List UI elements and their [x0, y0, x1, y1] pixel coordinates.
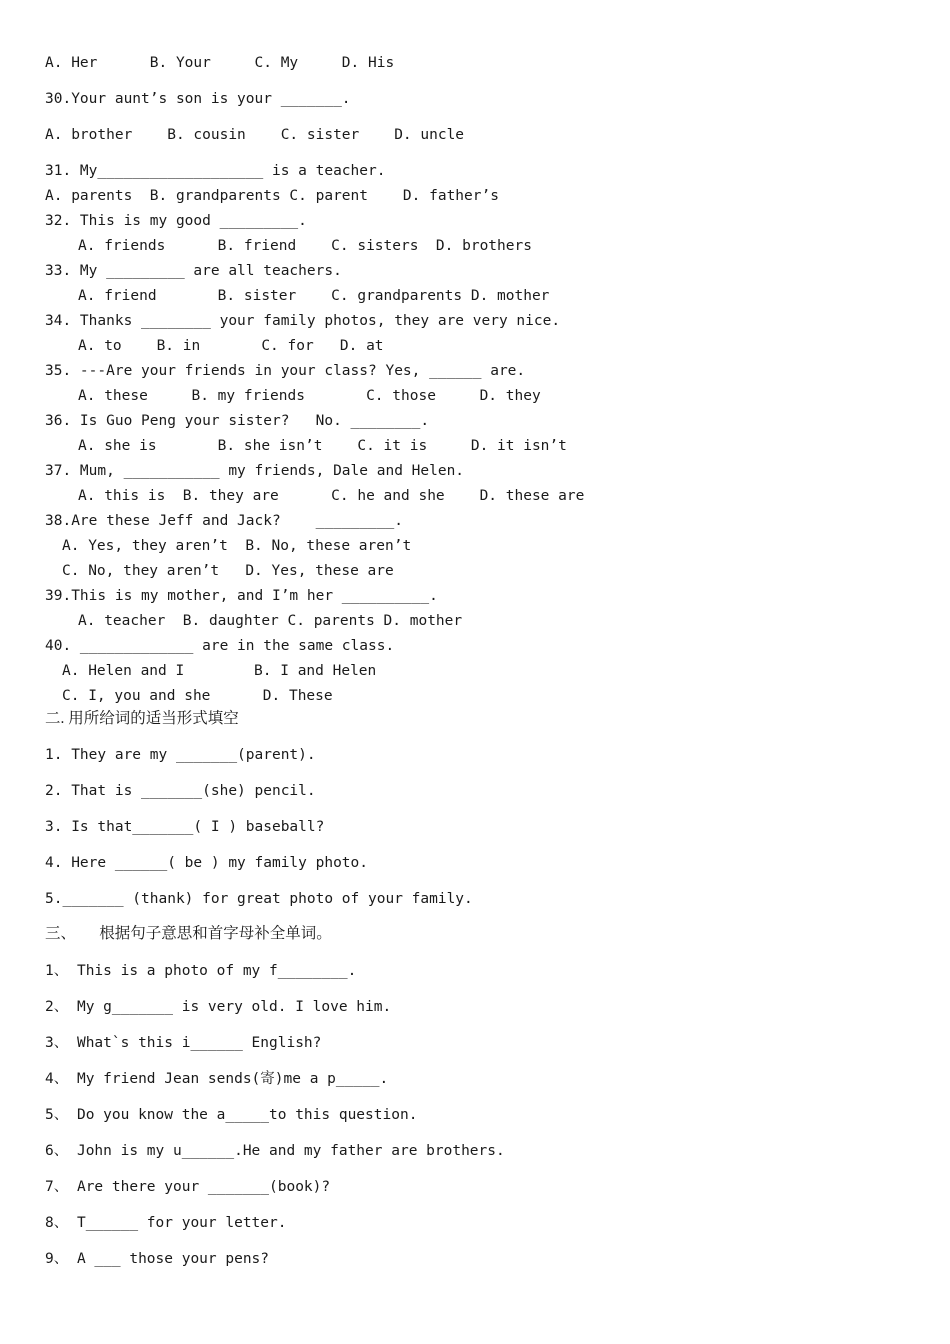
word-item-8: 8、 T______ for your letter.: [45, 1215, 287, 1231]
q37-options: A. this is B. they are C. he and she D. these are: [78, 488, 585, 504]
q36-question: 36. Is Guo Peng your sister? No. ________.: [45, 413, 430, 429]
q34-options: A. to B. in C. for D. at: [78, 338, 384, 354]
section-2-heading: 二. 用所给词的适当形式填空: [45, 710, 239, 727]
q32-question: 32. This is my good _________.: [45, 213, 307, 229]
q39-options: A. teacher B. daughter C. parents D. mother: [78, 613, 463, 629]
word-item-4: 4、 My friend Jean sends(寄)me a p_____.: [45, 1071, 389, 1087]
word-item-1: 1、 This is a photo of my f________.: [45, 963, 357, 979]
word-item-5: 5、 Do you know the a_____to this question.: [45, 1107, 418, 1123]
section-3-heading: 三、 根据句子意思和首字母补全单词。: [45, 925, 332, 942]
q31-question: 31. My___________________ is a teacher.: [45, 163, 386, 179]
q37-question: 37. Mum, ___________ my friends, Dale and Helen.: [45, 463, 465, 479]
fill-item-5: 5._______ (thank) for great photo of your family.: [45, 891, 473, 907]
q40-options-ab: A. Helen and I B. I and Helen: [62, 663, 377, 679]
q29-options: A. Her B. Your C. My D. His: [45, 55, 395, 71]
q40-options-cd: C. I, you and she D. These: [62, 688, 333, 704]
q40-question: 40. _____________ are in the same class.: [45, 638, 395, 654]
fill-item-4: 4. Here ______( be ) my family photo.: [45, 855, 369, 871]
q39-question: 39.This is my mother, and I’m her __________.: [45, 588, 438, 604]
fill-item-2: 2. That is _______(she) pencil.: [45, 783, 316, 799]
q30-question: 30.Your aunt’s son is your _______.: [45, 91, 351, 107]
q38-options-cd: C. No, they aren’t D. Yes, these are: [62, 563, 394, 579]
word-item-6: 6、 John is my u______.He and my father are brothers.: [45, 1143, 505, 1159]
fill-item-3: 3. Is that_______( I ) baseball?: [45, 819, 325, 835]
q34-question: 34. Thanks ________ your family photos, they are very nice.: [45, 313, 561, 329]
q36-options: A. she is B. she isn’t C. it is D. it isn’t: [78, 438, 567, 454]
word-item-3: 3、 What`s this i______ English?: [45, 1035, 322, 1051]
q33-options: A. friend B. sister C. grandparents D. mother: [78, 288, 550, 304]
q33-question: 33. My _________ are all teachers.: [45, 263, 342, 279]
word-item-9: 9、 A ___ those your pens?: [45, 1251, 270, 1267]
word-item-7: 7、 Are there your _______(book)?: [45, 1179, 331, 1195]
q38-question: 38.Are these Jeff and Jack? _________.: [45, 513, 403, 529]
q35-question: 35. ---Are your friends in your class? Yes, ______ are.: [45, 363, 526, 379]
fill-item-1: 1. They are my _______(parent).: [45, 747, 316, 763]
q35-options: A. these B. my friends C. those D. they: [78, 388, 541, 404]
q32-options: A. friends B. friend C. sisters D. brothers: [78, 238, 532, 254]
word-item-2: 2、 My g_______ is very old. I love him.: [45, 999, 392, 1015]
q31-options: A. parents B. grandparents C. parent D. father’s: [45, 188, 499, 204]
q38-options-ab: A. Yes, they aren’t B. No, these aren’t: [62, 538, 412, 554]
q30-options: A. brother B. cousin C. sister D. uncle: [45, 127, 465, 143]
